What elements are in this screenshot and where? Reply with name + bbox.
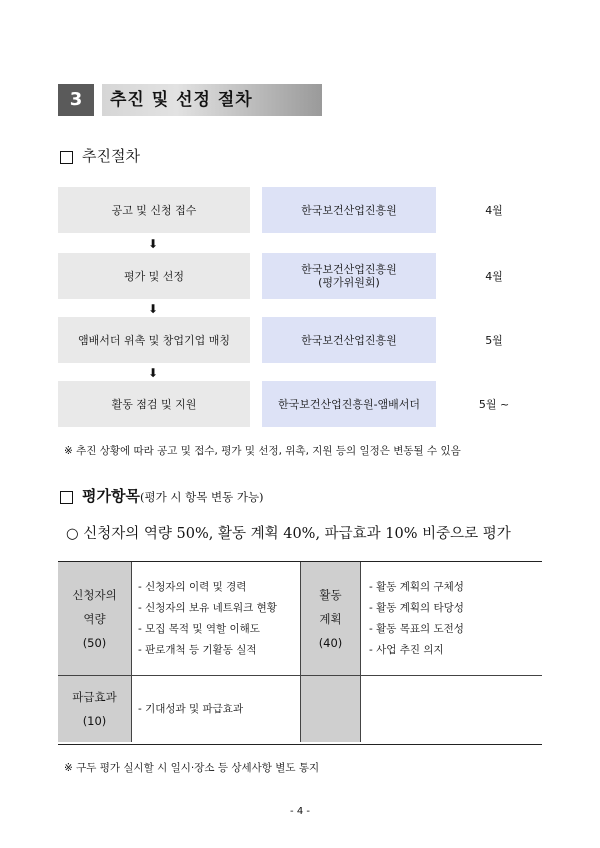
section-divider bbox=[94, 84, 102, 116]
checkbox-square-icon bbox=[60, 491, 73, 504]
evaluation-summary: ○ 신청자의 역량 50%, 활동 계획 40%, 파급효과 10% 비중으로 평가 bbox=[66, 526, 511, 542]
evaluation-heading-title: 평가항목 bbox=[82, 487, 140, 505]
process-step-1-when: 4월 bbox=[485, 204, 503, 217]
process-step-2-org-name: 한국보건산업진흥원 bbox=[301, 263, 397, 276]
process-step-3-org-name: 한국보건산업진흥원 bbox=[301, 333, 397, 347]
category-activity-plan bbox=[301, 562, 360, 675]
process-step-4-org bbox=[262, 381, 436, 427]
category-applicant-capability bbox=[58, 562, 131, 675]
process-step-4-org-name: 한국보건산업진흥원-앰배서더 bbox=[277, 397, 421, 411]
criteria-item: - 모집 목적 및 역할 이해도 bbox=[138, 623, 260, 635]
criteria-item: - 활동 계획의 구체성 bbox=[369, 581, 464, 593]
criteria-item: - 활동 목표의 도전성 bbox=[369, 623, 464, 635]
table-divider bbox=[58, 675, 542, 676]
category-weight: (50) bbox=[82, 635, 107, 650]
table-divider bbox=[131, 562, 132, 742]
process-step-3-task: 앰배서더 위촉 및 창업기업 매칭 bbox=[58, 317, 250, 363]
process-step-4-task: 활동 점검 및 지원 bbox=[58, 381, 250, 427]
process-step-2-when: 4월 bbox=[485, 270, 503, 283]
process-step-2-org bbox=[262, 253, 436, 299]
process-step-4-when: 5월 ~ bbox=[478, 398, 510, 411]
cat2-criteria-list bbox=[369, 577, 464, 661]
table-divider bbox=[300, 562, 301, 742]
criteria-item: - 활동 계획의 타당성 bbox=[369, 602, 464, 614]
evaluation-heading bbox=[60, 485, 264, 506]
category-label: 계획 bbox=[319, 611, 342, 626]
arrow-down-icon: ⬇ bbox=[147, 237, 159, 251]
criteria-item: - 신청자의 보유 네트워크 현황 bbox=[138, 602, 277, 614]
process-step-1-task: 공고 및 신청 접수 bbox=[58, 187, 250, 233]
process-step-1-org bbox=[262, 187, 436, 233]
criteria-item: - 신청자의 이력 및 경력 bbox=[138, 581, 247, 593]
criteria-item: - 판로개척 등 기활동 실적 bbox=[138, 644, 257, 656]
cat3-criteria-list bbox=[138, 699, 243, 720]
category-label: 신청자의 bbox=[72, 587, 117, 602]
category-label: 역량 bbox=[83, 611, 106, 626]
section-number: 3 bbox=[58, 84, 94, 116]
table-divider bbox=[360, 562, 361, 742]
process-step-1-org-name: 한국보건산업진흥원 bbox=[301, 203, 397, 217]
page-number: - 4 - bbox=[290, 806, 310, 817]
category-label: 활동 bbox=[319, 587, 342, 602]
category-weight: (10) bbox=[82, 714, 107, 728]
category-weight: (40) bbox=[318, 635, 343, 650]
cat1-criteria-list bbox=[138, 577, 277, 661]
category-label: 파급효과 bbox=[72, 690, 117, 704]
process-note: ※ 추진 상황에 따라 공고 및 접수, 평가 및 선정, 위촉, 지원 등의 일정은 변동될 수 있음 bbox=[64, 445, 461, 457]
empty-grey-cell bbox=[301, 676, 360, 742]
criteria-item: - 기대성과 및 파급효과 bbox=[138, 703, 244, 715]
process-heading: 추진절차 bbox=[60, 145, 140, 166]
process-step-3-when: 5월 bbox=[485, 334, 503, 347]
process-step-2-org-sub: (평가위원회) bbox=[318, 276, 380, 289]
checkbox-square-icon bbox=[60, 151, 73, 164]
criteria-item: - 사업 추진 의지 bbox=[369, 644, 444, 656]
process-step-3-org bbox=[262, 317, 436, 363]
evaluation-note: ※ 구두 평가 실시할 시 일시·장소 등 상세사항 별도 통지 bbox=[64, 762, 320, 774]
arrow-down-icon: ⬇ bbox=[147, 366, 159, 380]
section-title: 추진 및 선정 절차 bbox=[110, 90, 253, 110]
evaluation-heading-note: (평가 시 항목 변동 가능) bbox=[139, 490, 264, 504]
process-step-2-task: 평가 및 선정 bbox=[58, 253, 250, 299]
category-ripple-effect bbox=[58, 676, 131, 742]
arrow-down-icon: ⬇ bbox=[147, 302, 159, 316]
